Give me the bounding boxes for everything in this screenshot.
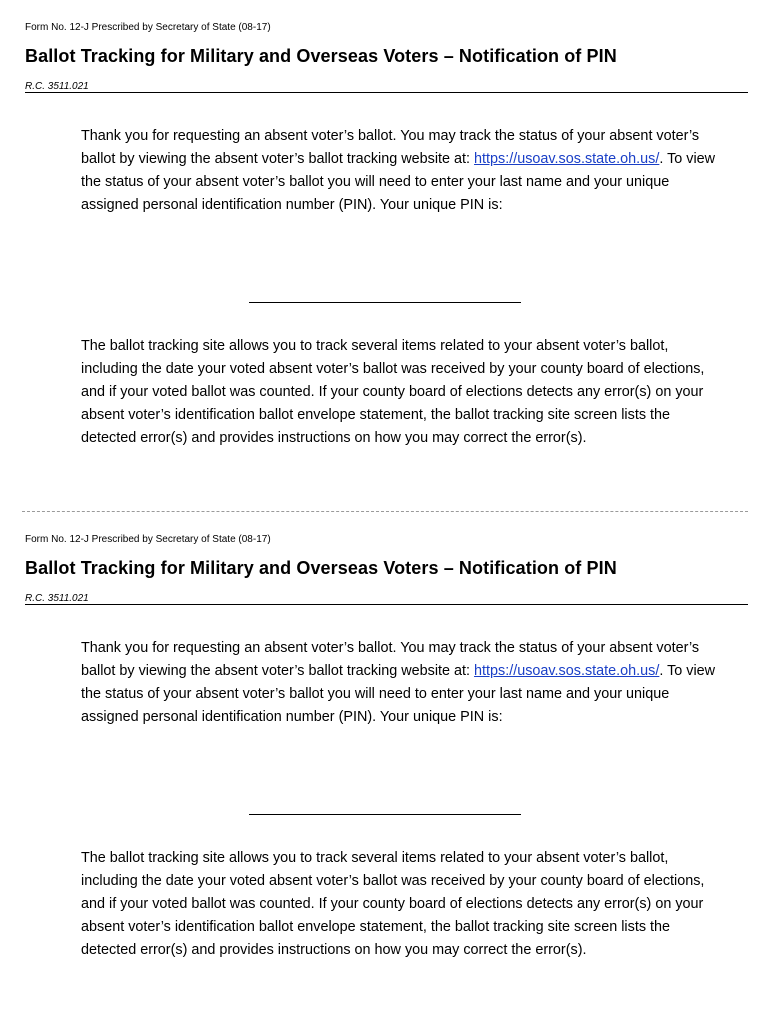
cut-dashed-line xyxy=(22,511,748,512)
statute-reference: R.C. 3511.021 xyxy=(25,81,89,92)
intro-paragraph xyxy=(81,125,721,217)
tracking-website-link[interactable]: https://usoav.sos.state.oh.us/ xyxy=(474,663,660,680)
header-rule xyxy=(25,92,748,93)
intro-paragraph xyxy=(81,637,721,729)
intro-text-after-link: . To view the status of your absent voter’s ballot you will need to enter your last name and your unique assigned personal identification number (PIN). Your unique PIN is: xyxy=(81,151,716,214)
statute-reference: R.C. 3511.021 xyxy=(25,593,89,604)
info-paragraph: The ballot tracking site allows you to track several items related to your absent voter’s ballot, including the date your voted absent voter’s ballot was received by your county board of elections, and if your voted ballot was counted. If your county board of elections detects any error(s) on your absent voter’s identification ballot envelope statement, the ballot tracking site screen lists the detected error(s) and provides instructions on how you may correct the error(s). xyxy=(81,338,705,447)
form-number: Form No. 12-J Prescribed by Secretary of State (08-17) xyxy=(25,22,271,33)
intro-text-before-link: Thank you for requesting an absent voter’s ballot. You may track the status of your absent voter’s ballot by viewing the absent voter’s ballot tracking website at: xyxy=(81,640,700,680)
tracking-website-link[interactable]: https://usoav.sos.state.oh.us/ xyxy=(474,151,660,168)
pin-blank-line xyxy=(249,302,521,303)
form-number: Form No. 12-J Prescribed by Secretary of State (08-17) xyxy=(25,534,271,545)
pin-blank-line xyxy=(249,814,521,815)
intro-text-after-link: . To view the status of your absent voter’s ballot you will need to enter your last name and your unique assigned personal identification number (PIN). Your unique PIN is: xyxy=(81,663,716,726)
notice-title: Ballot Tracking for Military and Overseas Voters – Notification of PIN xyxy=(25,46,617,66)
header-rule xyxy=(25,604,748,605)
intro-text-before-link: Thank you for requesting an absent voter’s ballot. You may track the status of your absent voter’s ballot by viewing the absent voter’s ballot tracking website at: xyxy=(81,128,700,168)
info-paragraph: The ballot tracking site allows you to track several items related to your absent voter’s ballot, including the date your voted absent voter’s ballot was received by your county board of elections, and if your voted ballot was counted. If your county board of elections detects any error(s) on your absent voter’s identification ballot envelope statement, the ballot tracking site screen lists the detected error(s) and provides instructions on how you may correct the error(s). xyxy=(81,850,705,959)
notice-title: Ballot Tracking for Military and Overseas Voters – Notification of PIN xyxy=(25,558,617,578)
